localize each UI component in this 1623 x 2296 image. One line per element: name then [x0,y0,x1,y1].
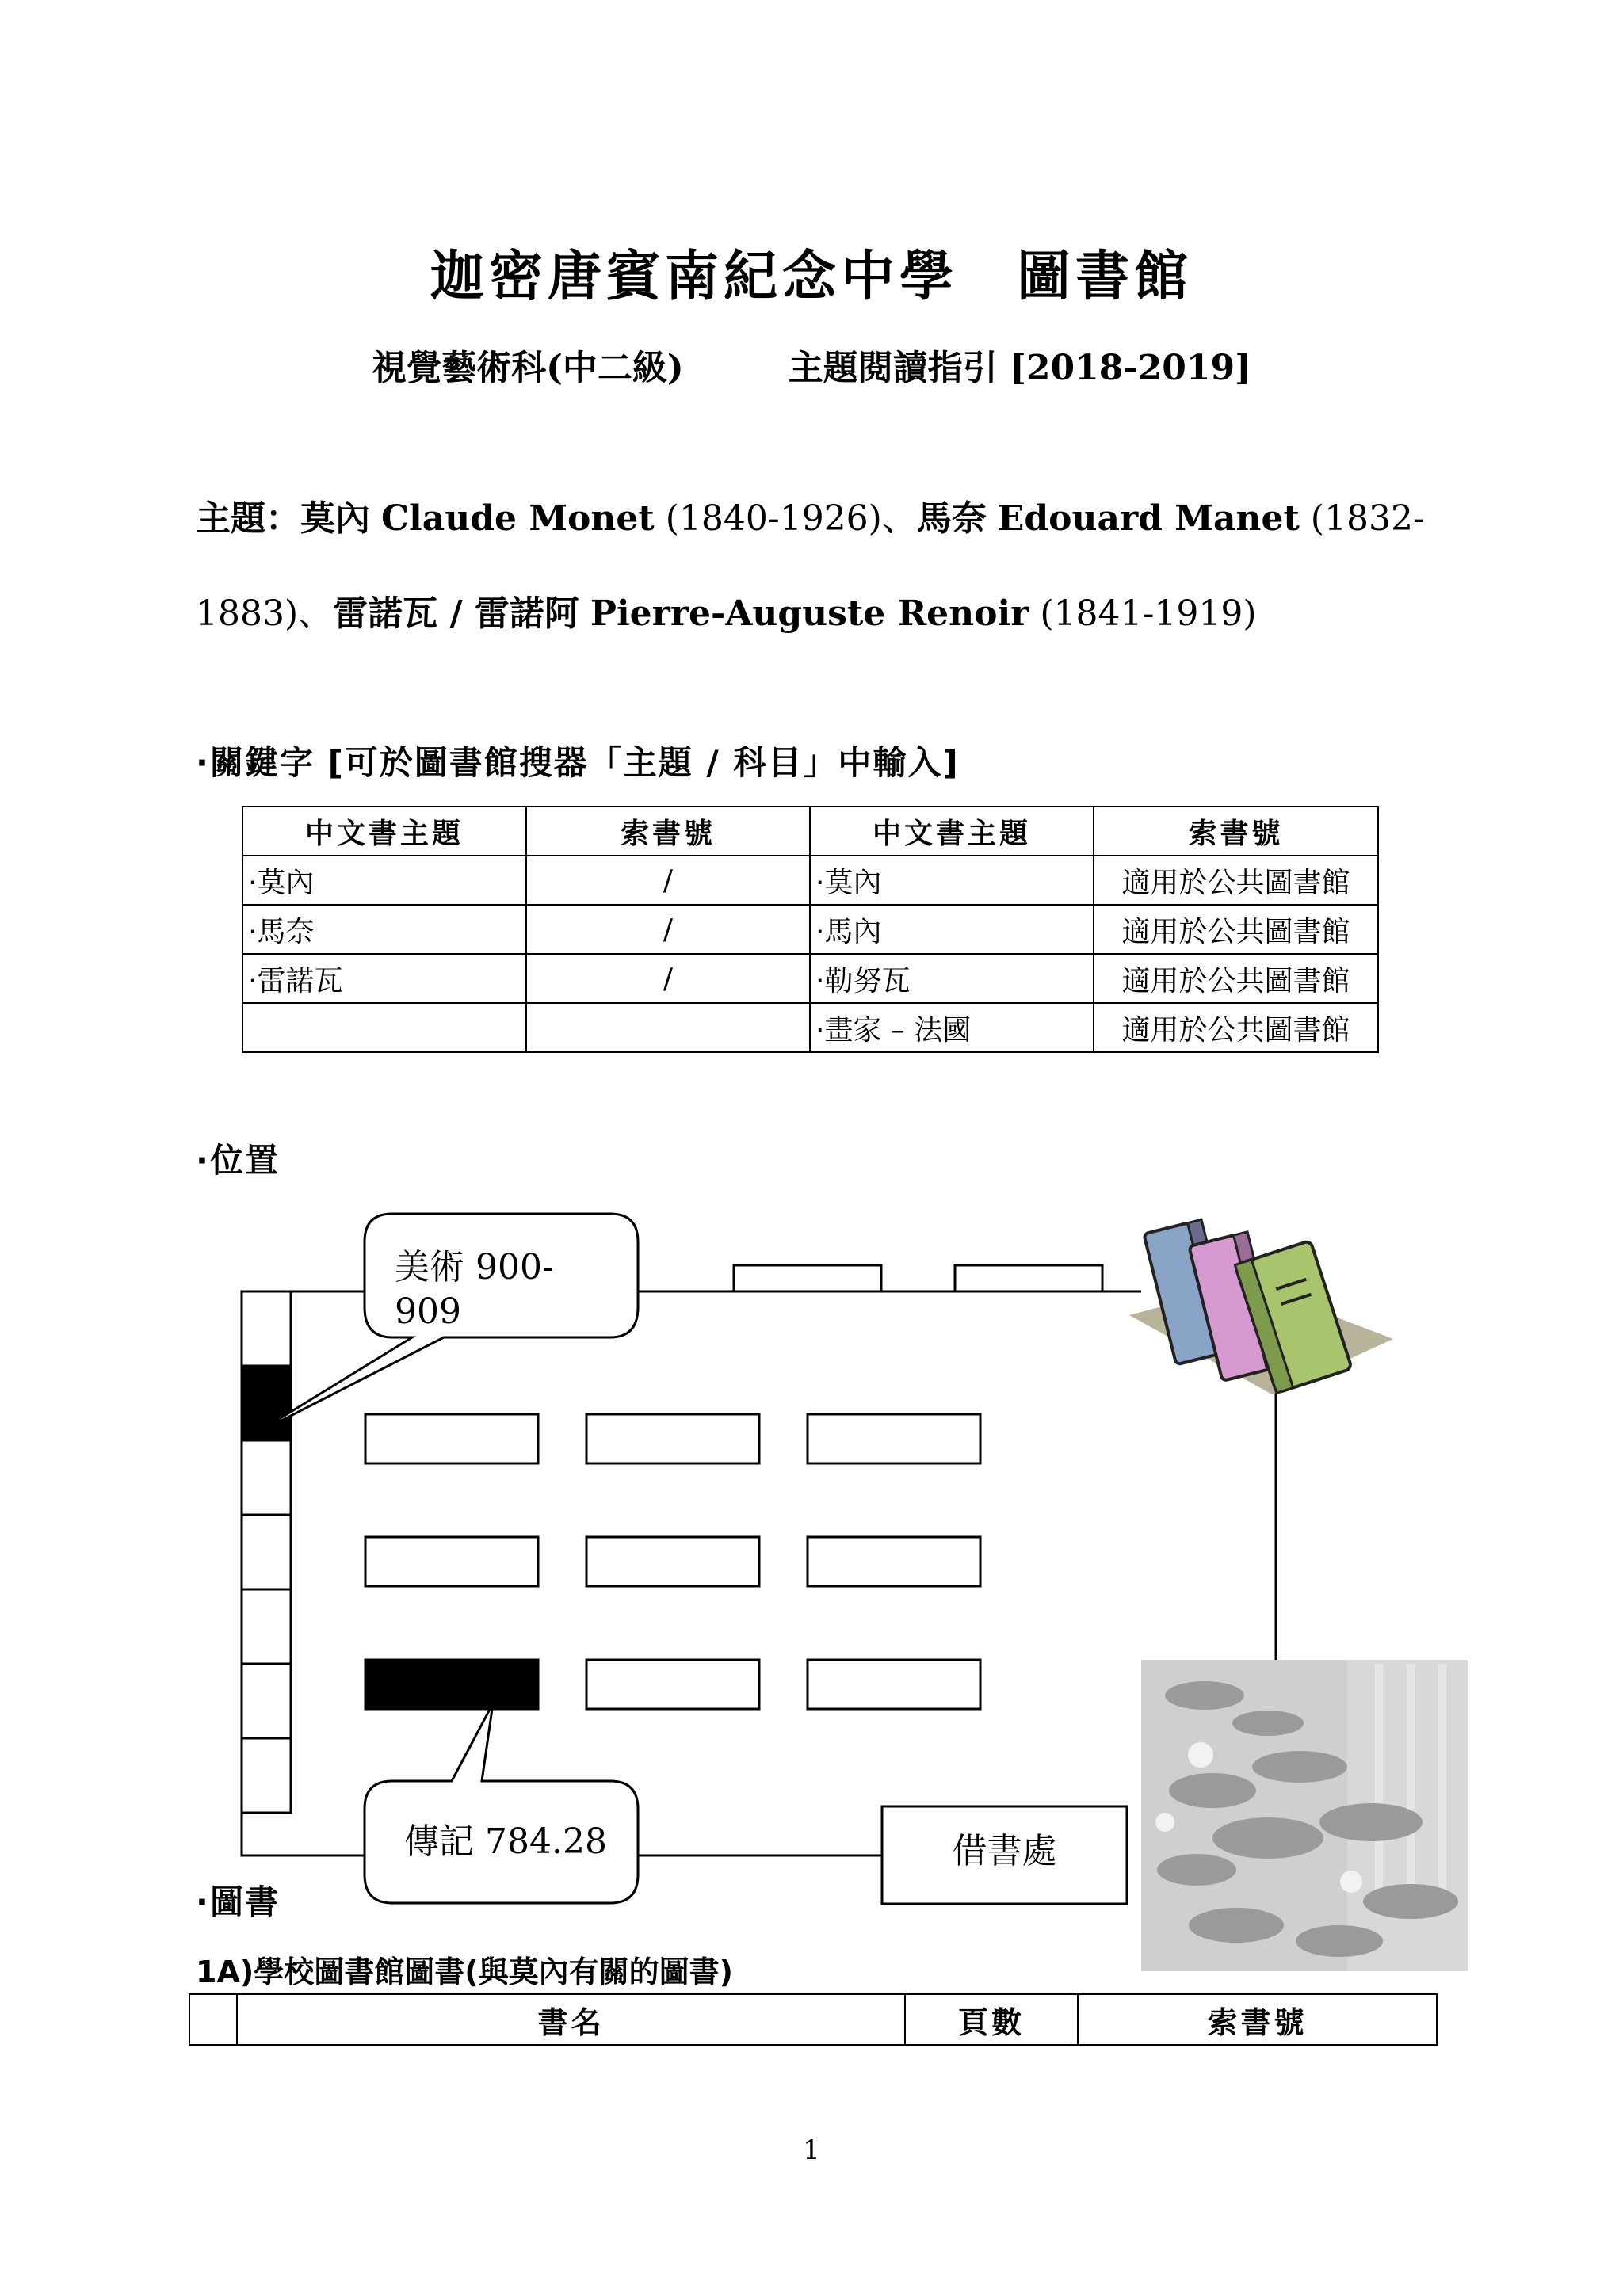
column-header [189,1994,237,2045]
manet-name-zh: 馬奈 [916,498,987,539]
biography-callout-text: 傳記 784.28 [404,1821,607,1862]
water-lilies-clipart-icon [1141,1660,1468,1971]
column-header: 索書號 [1078,1994,1437,2045]
table-cell: 適用於公共圖書館 [1094,954,1378,1003]
books-clipart-icon [1129,1219,1393,1394]
table-cell: 適用於公共圖書館 [1094,905,1378,954]
school-books-table [189,1993,1438,2046]
art-callout-text [395,1245,554,1334]
monet-years: (1840-1926)、 [665,498,917,539]
books-heading: ·圖書 [196,1882,280,1921]
table-cell: ·莫內 [242,856,526,905]
circulation-desk-label: 借書處 [952,1831,1057,1871]
table-cell: / [526,954,810,1003]
column-header: 頁數 [905,1994,1078,2045]
manet-years-start: (1832- [1310,498,1425,539]
renoir-name-en: Pierre-Auguste Renoir [590,593,1029,634]
column-header: 索書號 [526,807,810,856]
books-subheading: 1A)學校圖書館圖書(與莫內有關的圖書) [196,1955,733,1989]
location-heading: ·位置 [196,1141,280,1180]
column-header: 書名 [237,1994,905,2045]
keywords-heading: ·關鍵字 [可於圖書館搜器「主題 / 科目」中輸入] [196,743,960,782]
table-cell: / [526,905,810,954]
renoir-name-zh: 雷諾瓦 / 雷諾阿 [333,593,579,634]
manet-name-en: Edouard Manet [997,498,1300,539]
art-callout-line: 909 [395,1291,461,1332]
document-title: 迦密唐賓南紀念中學 圖書館 [430,246,1193,308]
page-number: 1 [803,2134,820,2166]
monet-name-en: Claude Monet [381,498,655,539]
art-callout-line: 美術 900- [395,1247,554,1287]
table-cell: ·馬內 [810,905,1094,954]
table-cell: / [526,856,810,905]
column-header: 中文書主題 [242,807,526,856]
biography-shelf-highlight [365,1660,538,1709]
topic-label: 主題： [196,498,300,539]
table-cell: ·莫內 [810,856,1094,905]
column-header: 索書號 [1094,807,1378,856]
books-header-row [189,1994,1437,2045]
table-cell: ·畫家 – 法國 [810,1003,1094,1052]
manet-years-end: 1883)、 [196,593,334,634]
monet-name-zh: 莫內 [300,498,370,539]
table-cell: ·馬奈 [242,905,526,954]
document-subtitle: 視覺藝術科(中二級) 主題閱讀指引 [2018-2019] [372,348,1251,388]
table-cell: ·勒努瓦 [810,954,1094,1003]
table-cell: 適用於公共圖書館 [1094,1003,1378,1052]
column-header: 中文書主題 [810,807,1094,856]
renoir-years: (1841-1919) [1040,593,1257,634]
table-cell: 適用於公共圖書館 [1094,856,1378,905]
table-cell: ·雷諾瓦 [242,954,526,1003]
biography-callout [365,1703,638,1903]
bookshelves [365,1414,980,1709]
